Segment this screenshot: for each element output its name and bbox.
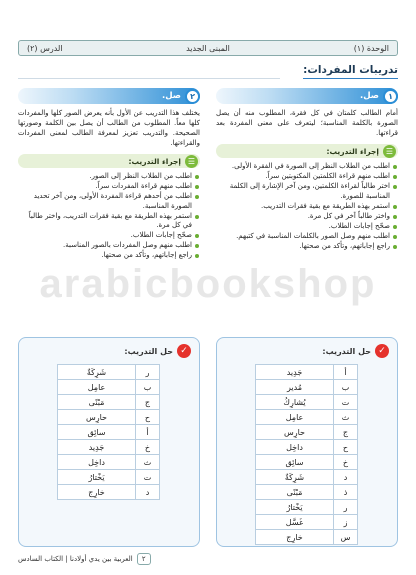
title-rule bbox=[18, 78, 280, 79]
answer-letter: ز bbox=[334, 515, 358, 530]
answer-word: شَرِكَةٌ bbox=[256, 470, 334, 485]
answer-word: سائِق bbox=[58, 425, 136, 440]
answer-1-label: حل التدريب: bbox=[322, 346, 371, 356]
table-row bbox=[58, 440, 160, 455]
answer-letter: ر bbox=[136, 365, 160, 380]
table-row bbox=[256, 380, 358, 395]
book-title: العربية بين يدي أولادنا | الكتاب السادس bbox=[18, 555, 133, 563]
table-row bbox=[58, 485, 160, 500]
checkmark-icon: ✓ bbox=[375, 344, 389, 358]
page-header bbox=[18, 40, 398, 56]
list-item: استمر بهذه الطريقة مع بقية فقرات التدريب. bbox=[216, 202, 398, 212]
table-row bbox=[256, 485, 358, 500]
answer-word: مُدير bbox=[256, 380, 334, 395]
answer-word: يَخْتارُ bbox=[256, 500, 334, 515]
answer-letter: ب bbox=[334, 380, 358, 395]
table-row bbox=[58, 470, 160, 485]
table-row bbox=[58, 455, 160, 470]
list-item: اطلب منهم قراءة المفردات سراً. bbox=[18, 182, 200, 192]
answer-word: مَبْنًى bbox=[58, 395, 136, 410]
answer-word: يُشارِكُ bbox=[256, 395, 334, 410]
table-row bbox=[256, 500, 358, 515]
answer-2-table bbox=[57, 364, 160, 500]
answer-letter: ب bbox=[136, 380, 160, 395]
answer-word: عامِل bbox=[58, 380, 136, 395]
exercise-2-label: صل. bbox=[161, 91, 181, 101]
header-title: المبنى الجديد bbox=[186, 43, 230, 53]
table-row bbox=[256, 455, 358, 470]
list-icon: ☰ bbox=[383, 145, 396, 158]
page-number: ٢ bbox=[137, 553, 151, 565]
table-row bbox=[256, 395, 358, 410]
answer-letter: خ bbox=[334, 455, 358, 470]
exercise-2-column bbox=[18, 88, 200, 261]
table-row bbox=[256, 425, 358, 440]
answer-2-label: حل التدريب: bbox=[124, 346, 173, 356]
procedure-label: إجراء التدريب: bbox=[326, 146, 379, 156]
list-item: اطلب من الطلاب النظر إلى الصورة في الفقرة الأولى. bbox=[216, 162, 398, 172]
exercise-1-procedure-header bbox=[216, 144, 398, 158]
list-item: اطلب منهم وصل المفردات بالصور المناسبة. bbox=[18, 241, 200, 251]
answer-word: داخِل bbox=[58, 455, 136, 470]
answer-word: جَدِيد bbox=[58, 440, 136, 455]
list-item: راجع إجاباتهم، وتأكد من صحتها. bbox=[18, 251, 200, 261]
list-item: صحّح إجابات الطلاب. bbox=[216, 222, 398, 232]
answer-word: خارِج bbox=[256, 530, 334, 545]
answer-letter: ر bbox=[334, 500, 358, 515]
table-row bbox=[58, 425, 160, 440]
answer-letter: د bbox=[136, 485, 160, 500]
answer-letter: ت bbox=[136, 470, 160, 485]
answer-1-header bbox=[322, 344, 389, 358]
answer-box-2 bbox=[18, 337, 200, 547]
unit-label: الوحدة (١) bbox=[353, 43, 389, 53]
answer-letter: ج bbox=[334, 425, 358, 440]
answer-letter: خ bbox=[136, 440, 160, 455]
table-row bbox=[256, 440, 358, 455]
table-row bbox=[256, 470, 358, 485]
list-item: اطلب من أحدهم قراءة المفردة الأولى، ومن آخر تحديد الصورة المناسبة. bbox=[18, 192, 200, 211]
answer-1-table bbox=[255, 364, 358, 545]
answer-letter: ج bbox=[136, 395, 160, 410]
exercise-1-header bbox=[216, 88, 398, 104]
exercise-1-column bbox=[216, 88, 398, 252]
table-row bbox=[58, 365, 160, 380]
procedure-label: إجراء التدريب: bbox=[128, 156, 181, 166]
answer-word: سائِق bbox=[256, 455, 334, 470]
table-row bbox=[256, 365, 358, 380]
answer-letter: س bbox=[334, 530, 358, 545]
answer-word: جَدِيد bbox=[256, 365, 334, 380]
section-title: تدريبات المفردات: bbox=[303, 64, 398, 79]
answer-word: عامِل bbox=[256, 410, 334, 425]
answer-letter: ح bbox=[136, 410, 160, 425]
list-item: اطلب من الطلاب النظر إلى الصور. bbox=[18, 172, 200, 182]
table-row bbox=[256, 530, 358, 545]
answer-letter: ث bbox=[334, 410, 358, 425]
answer-word: يَخْتارُ bbox=[58, 470, 136, 485]
exercise-1-intro: أمام الطالب كلمتان في كل فقرة، المطلوب منه أن يصل الصورة بالكلمة المناسبة؛ ليتعرف على معنى المفردة بعد قراءتها. bbox=[216, 109, 398, 137]
exercise-1-number: ١ bbox=[383, 89, 398, 104]
exercise-2-number: ٢ bbox=[185, 89, 200, 104]
answer-word: حارِس bbox=[256, 425, 334, 440]
answer-letter: ح bbox=[334, 440, 358, 455]
exercise-2-steps bbox=[18, 172, 200, 261]
table-row bbox=[256, 410, 358, 425]
page-footer bbox=[18, 553, 151, 565]
watermark: arabicbookshop bbox=[39, 262, 377, 306]
list-item: اطلب منهم قراءة الكلمتين المكتوبتين سراً. bbox=[216, 172, 398, 182]
list-item: اختر طالباً لقراءة الكلمتين، ومن آخر الإشارة إلى الكلمة المناسبة للصورة. bbox=[216, 182, 398, 201]
exercise-1-steps bbox=[216, 162, 398, 251]
answer-word: مَبْنًى bbox=[256, 485, 334, 500]
answer-word: خارِج bbox=[58, 485, 136, 500]
table-row bbox=[256, 515, 358, 530]
list-item: واختر طالباً آخر في كل مرة. bbox=[216, 212, 398, 222]
lesson-label: الدرس (٢) bbox=[27, 43, 63, 53]
checkmark-icon: ✓ bbox=[177, 344, 191, 358]
exercise-2-header bbox=[18, 88, 200, 104]
answer-letter: ث bbox=[136, 455, 160, 470]
answer-word: شَرِكَةٌ bbox=[58, 365, 136, 380]
list-item: صحّح إجابات الطلاب. bbox=[18, 231, 200, 241]
exercise-2-procedure-header bbox=[18, 154, 200, 168]
list-item: راجع إجاباتهم، وتأكد من صحتها. bbox=[216, 242, 398, 252]
answer-2-header bbox=[124, 344, 191, 358]
list-icon: ☰ bbox=[185, 155, 198, 168]
answer-word: داخِل bbox=[256, 440, 334, 455]
answer-word: غَسَّل bbox=[256, 515, 334, 530]
answer-letter: أ bbox=[136, 425, 160, 440]
answer-word: حارِس bbox=[58, 410, 136, 425]
answer-letter: د bbox=[334, 470, 358, 485]
answer-box-1 bbox=[216, 337, 398, 547]
answer-letter: أ bbox=[334, 365, 358, 380]
table-row bbox=[58, 380, 160, 395]
list-item: اطلب منهم وصل الصور بالكلمات المناسبة في كتبهم. bbox=[216, 232, 398, 242]
table-row bbox=[58, 395, 160, 410]
list-item: استمر بهذه الطريقة مع بقية فقرات التدريب، واختر طالباً في كل مرة. bbox=[18, 212, 200, 231]
table-row bbox=[58, 410, 160, 425]
exercise-2-intro: يختلف هذا التدريب عن الأول بأنه يعرض الصور كلها والمفردات كلها معاً. المطلوب من الطالب أن يصل بين الكلمة وصورتها الصحيحة. والتدريب تعزيز لمعرفة الطالب لمعنى المفردات والقراءتها. bbox=[18, 109, 200, 147]
exercise-1-label: صل. bbox=[359, 91, 379, 101]
answer-letter: ت bbox=[334, 395, 358, 410]
answer-letter: ذ bbox=[334, 485, 358, 500]
